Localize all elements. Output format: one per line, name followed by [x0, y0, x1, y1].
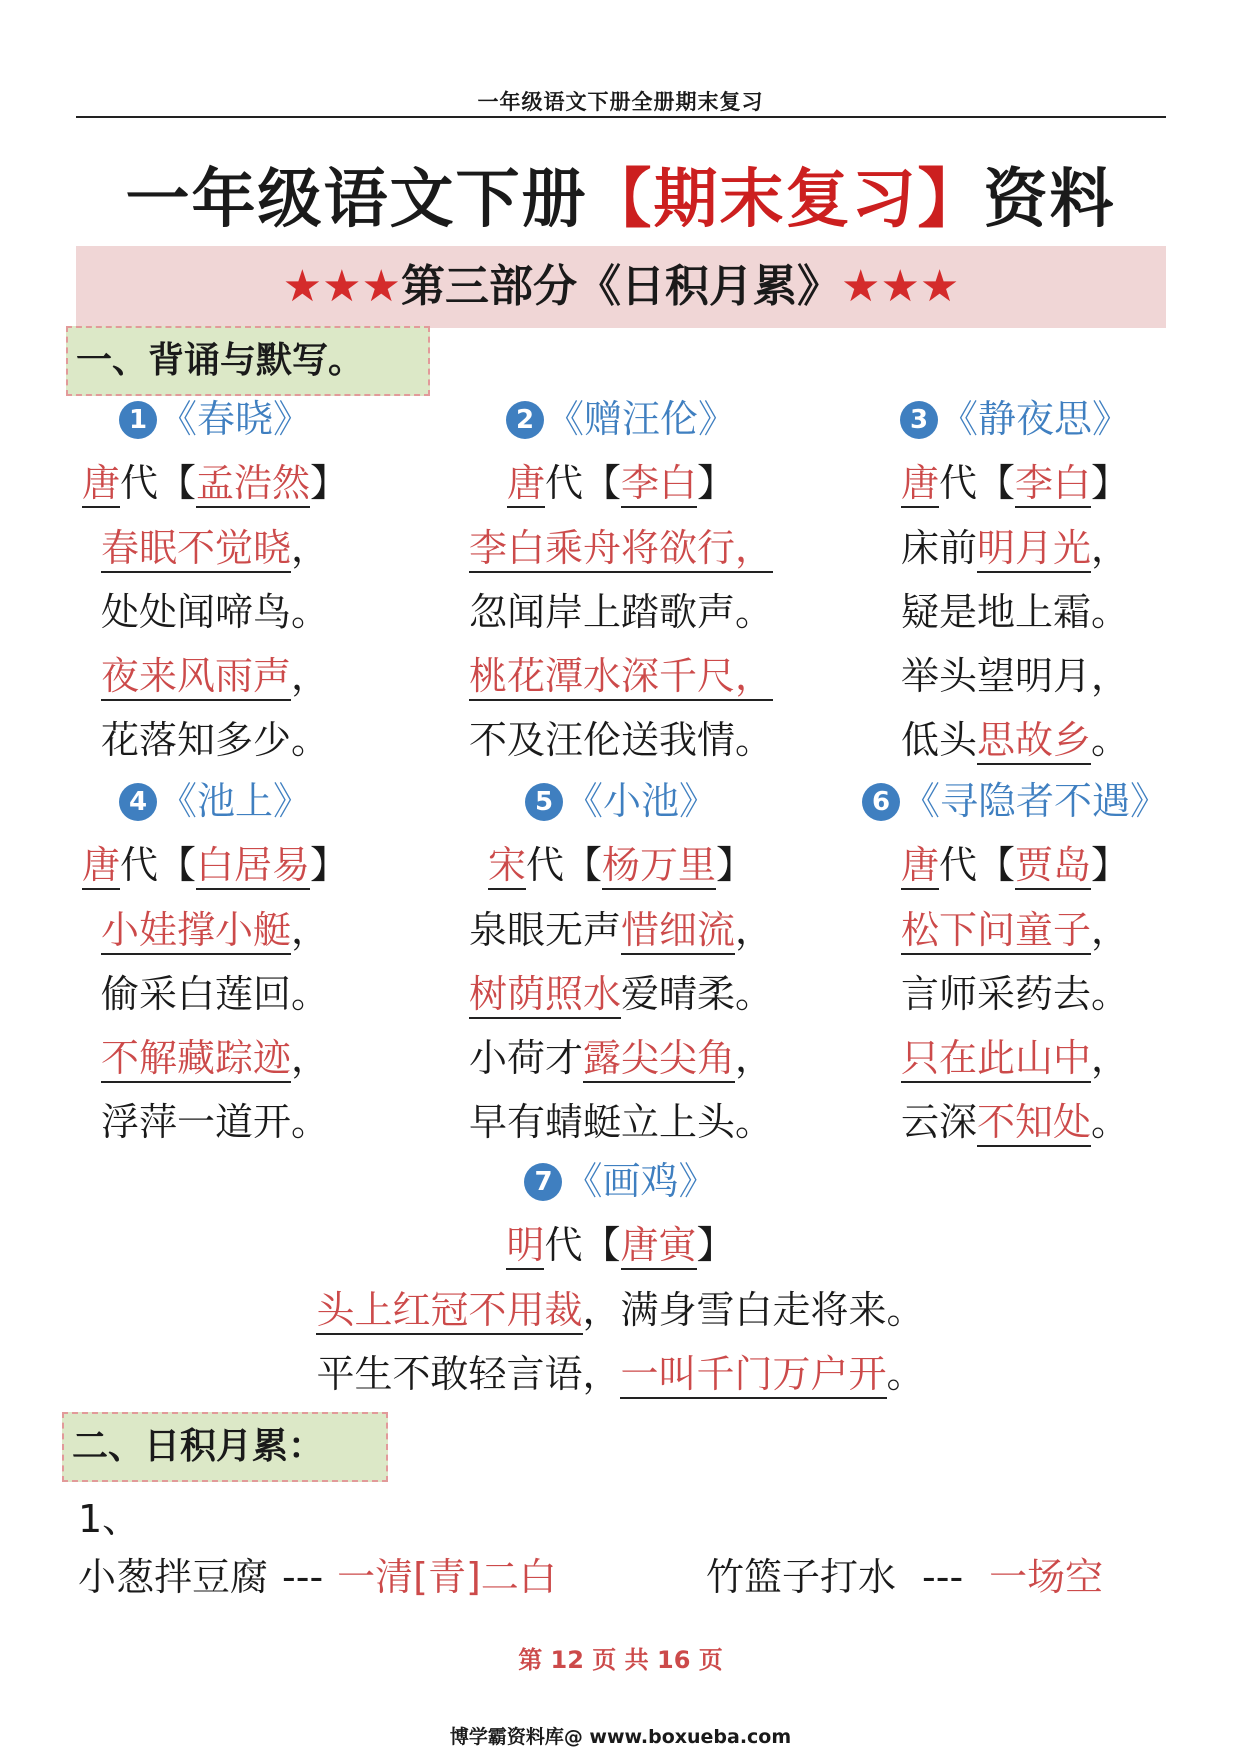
poem-5 — [436, 770, 806, 1154]
poem-title: 2 《赠汪伦》 — [436, 388, 806, 450]
header-divider — [76, 116, 1166, 118]
poem-line: 床前明月光， — [830, 516, 1200, 580]
poem-1 — [30, 388, 400, 772]
title-part3: 资料 — [983, 163, 1116, 237]
poem-line: 处处闻啼鸟。 — [100, 590, 329, 634]
poem-line: 泉眼无声惜细流， — [436, 898, 806, 962]
site-watermark: 博学霸资料库@ www.boxueba.com — [449, 1726, 792, 1748]
poem-line: 疑是地上霜。 — [900, 590, 1129, 634]
poem-3 — [830, 388, 1200, 772]
poem-title: 5 《小池》 — [436, 770, 806, 832]
proverb-left: 小葱拌豆腐 --- 一清[青]二白 — [78, 1555, 557, 1599]
number-badge-icon: 1 — [119, 401, 157, 439]
poem-line: 低头思故乡。 — [830, 708, 1200, 772]
poem-line: 浮萍一道开。 — [100, 1100, 329, 1144]
number-badge-icon: 2 — [506, 401, 544, 439]
poem-7 — [0, 1150, 1241, 1406]
title-part1: 一年级语文下册 — [125, 163, 588, 237]
section2-heading: 二、日积月累： — [62, 1412, 388, 1482]
poem-line: 不及汪伦送我情。 — [468, 718, 773, 762]
poem-line: 言师采药去。 — [900, 972, 1129, 1016]
number-badge-icon: 6 — [862, 783, 900, 821]
poem-line: 树荫照水爱晴柔。 — [436, 962, 806, 1026]
poem-title: 6 《寻隐者不遇》 — [830, 770, 1200, 832]
star-icons-left: ★★★ — [282, 261, 401, 312]
poem-line: 举头望明月， — [900, 654, 1129, 698]
poem-6 — [830, 770, 1200, 1154]
section1-heading: 一、背诵与默写。 — [66, 326, 430, 396]
page-header: 一年级语文下册全册期末复习 — [477, 90, 764, 114]
title-highlight: 【期末复习】 — [587, 163, 984, 237]
poem-line: 松下问童子， — [830, 898, 1200, 962]
poem-line: 小娃撑小艇， — [30, 898, 400, 962]
page-number: 第 12 页 共 16 页 — [518, 1646, 723, 1674]
poem-author: 明代【唐寅】 — [0, 1212, 1241, 1278]
poem-line: 头上红冠不用裁，满身雪白走将来。 — [0, 1278, 1241, 1342]
number-badge-icon: 7 — [524, 1163, 562, 1201]
poem-2 — [436, 388, 806, 772]
section-banner — [76, 246, 1166, 328]
item-number: 1、 — [78, 1497, 141, 1541]
number-badge-icon: 4 — [119, 783, 157, 821]
poem-line: 春眠不觉晓， — [30, 516, 400, 580]
poem-author: 唐代【李白】 — [436, 450, 806, 516]
poem-line: 桃花潭水深千尺， — [436, 644, 806, 708]
poem-author: 唐代【贾岛】 — [830, 832, 1200, 898]
poem-title: 1 《春晓》 — [30, 388, 400, 450]
poem-author: 唐代【孟浩然】 — [30, 450, 400, 516]
poem-line: 小荷才露尖尖角， — [436, 1026, 806, 1090]
poem-line: 花落知多少。 — [100, 718, 329, 762]
poem-line: 忽闻岸上踏歌声。 — [468, 590, 773, 634]
poem-title: 7 《画鸡》 — [0, 1150, 1241, 1212]
poem-author: 宋代【杨万里】 — [436, 832, 806, 898]
poem-line: 偷采白莲回。 — [100, 972, 329, 1016]
poem-line: 不解藏踪迹， — [30, 1026, 400, 1090]
poem-author: 唐代【李白】 — [830, 450, 1200, 516]
poem-line: 云深不知处。 — [830, 1090, 1200, 1154]
page-title — [0, 148, 1241, 240]
poem-line: 夜来风雨声， — [30, 644, 400, 708]
poem-line: 早有蜻蜓立上头。 — [468, 1100, 773, 1144]
poem-line: 只在此山中， — [830, 1026, 1200, 1090]
number-badge-icon: 3 — [900, 401, 938, 439]
section-banner-text: 第三部分《日积月累》 — [401, 261, 841, 312]
proverb-right: 竹篮子打水 --- 一场空 — [706, 1555, 1104, 1599]
poem-4 — [30, 770, 400, 1154]
poem-line: 李白乘舟将欲行， — [436, 516, 806, 580]
star-icons-right: ★★★ — [841, 261, 960, 312]
poem-title: 3 《静夜思》 — [830, 388, 1200, 450]
poem-title: 4 《池上》 — [30, 770, 400, 832]
number-badge-icon: 5 — [525, 783, 563, 821]
poem-line: 平生不敢轻言语，一叫千门万户开。 — [0, 1342, 1241, 1406]
poem-author: 唐代【白居易】 — [30, 832, 400, 898]
